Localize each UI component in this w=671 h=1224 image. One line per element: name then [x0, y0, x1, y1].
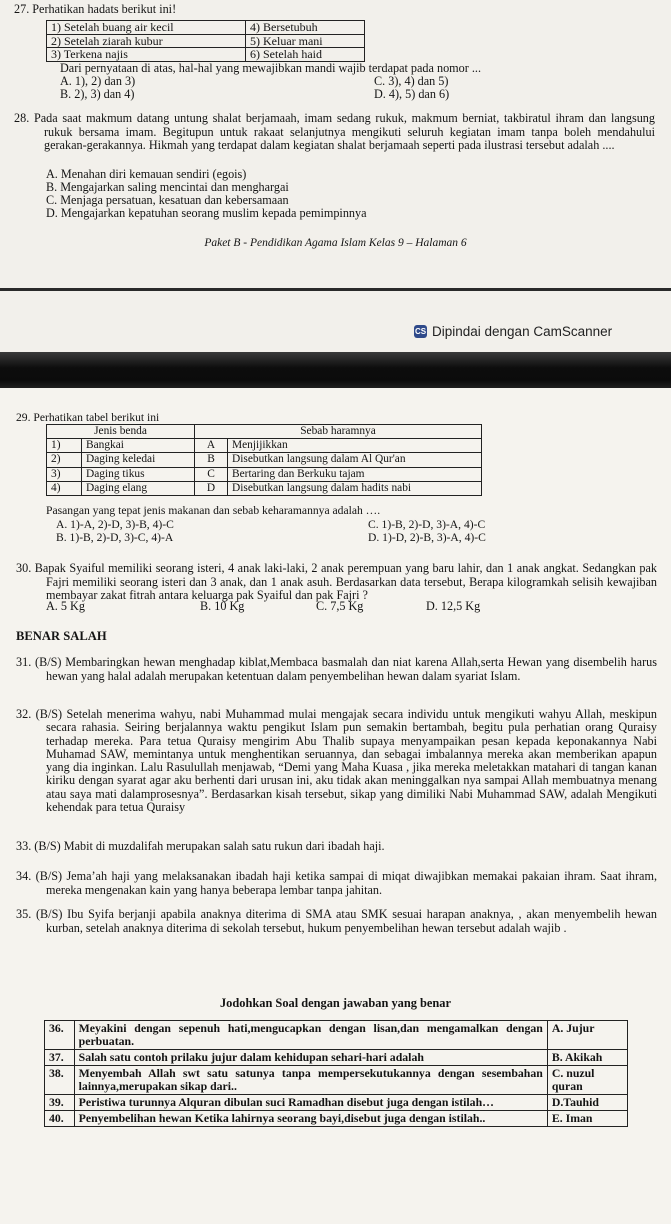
q29-row-item: Daging elang [82, 481, 195, 495]
q29-header-left: Jenis benda [47, 425, 195, 439]
camscanner-logo-icon: CS [414, 326, 427, 336]
q27-item: 4) Bersetubuh [246, 21, 365, 35]
matching-row-num: 40. [45, 1111, 75, 1127]
q27-item: 2) Setelah ziarah kubur [47, 34, 246, 48]
q29-row-item: Daging keledai [82, 453, 195, 467]
q30-option-b: B. 10 Kg [200, 599, 245, 613]
tf-34-text: 34. (B/S) Jema’ah haji yang melaksanakan ibadah haji ketika sampai di miqat diwajibkan memakai pakaian ihram. Saat ihram, mereka mengenakan kain yang hanya beberapa lembar tanpa jahitan. [16, 869, 657, 897]
q30-text [16, 562, 657, 603]
q28-option-d: D. Mengajarkan kepatuhan seorang muslim kepada pemimpinnya [46, 206, 367, 220]
page-footer: Paket B - Pendidikan Agama Islam Kelas 9 – Halaman 6 [204, 237, 467, 249]
tf-33 [16, 840, 657, 854]
matching-row-option: A. Jujur [547, 1021, 627, 1050]
tf-31-text: 31. (B/S) Membaringkan hewan menghadap kiblat,Membaca basmalah dan niat karena Allah,serta Hewan yang disembelih harus hewan yang halal adalah merupakan ketentuan dalam penyembelihan hewan dalam syariat Islam. [16, 655, 657, 683]
q27-items-table [46, 20, 365, 62]
q28-option-b: B. Mengajarkan saling mencintai dan menghargai [46, 180, 289, 194]
matching-row-num: 36. [45, 1021, 75, 1050]
matching-row-option: C. nuzul quran [547, 1066, 627, 1095]
q29-question: Pasangan yang tepat jenis makanan dan sebab keharamannya adalah …. [46, 504, 381, 517]
matching-row [45, 1111, 628, 1127]
q29-row-reason: Disebutkan langsung dalam Al Qur'an [228, 453, 482, 467]
q28-option-a: A. Menahan diri kemauan sendiri (egois) [46, 167, 247, 181]
tf-34 [16, 870, 657, 897]
section-title: BENAR SALAH [16, 629, 107, 643]
q29-row-item: Bangkai [82, 439, 195, 453]
q30-option-a: A. 5 Kg [46, 599, 85, 613]
q30-option-c: C. 7,5 Kg [316, 599, 364, 613]
tf-35 [16, 908, 657, 935]
matching-row [45, 1095, 628, 1111]
tf-31 [16, 656, 657, 683]
q29-row-letter: B [195, 453, 228, 467]
q30-paragraph: 30. Bapak Syaiful memiliki seorang isteri, 4 anak laki-laki, 2 anak perempuan yang baru lahir, dan 1 anak angkat. Sedangkan pak Fajri memiliki seorang isteri dan 3 anak, dan 1 anak asuh. Berdasarkan data tersebut, Berapa kilogramkah selisih kewajiban membayar zakat fitrah antara keluarga pak Syaiful dan pak Fajri ? [16, 561, 657, 603]
q27-option-c: C. 3), 4) dan 5) [374, 74, 449, 88]
tf-33-text: 33. (B/S) Mabit di muzdalifah merupakan salah satu rukun dari ibadah haji. [16, 839, 385, 853]
q29-header-right: Sebab haramnya [195, 425, 482, 439]
matching-row-statement: Peristiwa turunnya Alquran dibulan suci Ramadhan disebut juga dengan istilah… [74, 1095, 547, 1111]
matching-row-num: 38. [45, 1066, 75, 1095]
page-top [0, 0, 671, 360]
q30-option-d: D. 12,5 Kg [426, 599, 481, 613]
q29-table [46, 424, 482, 496]
q29-row-letter: D [195, 481, 228, 495]
q29-row-num: 1) [47, 439, 82, 453]
camscanner-label: Dipindai dengan CamScanner [432, 323, 613, 339]
q29-row-item: Daging tikus [82, 467, 195, 481]
q29-row-letter: A [195, 439, 228, 453]
q28-paragraph: 28. Pada saat makmum datang untung shalat berjamaah, imam sedang rukuk, makmum berniat, takbiratul ihram dan langsung rukuk bersama imam. Begitupun untuk rakaat selanjutnya mengikuti seluruh kegiatan imam tanpa boleh mendahului gerakan-gerakannya. Hikmah yang terdapat dalam kegiatan shalat berjamaah seperti pada ilustrasi tersebut adalah .... [14, 111, 655, 153]
q29-row-num: 4) [47, 481, 82, 495]
matching-title: Jodohkan Soal dengan jawaban yang benar [219, 996, 452, 1010]
q29-stem: 29. Perhatikan tabel berikut ini [16, 411, 160, 424]
matching-row-statement: Menyembah Allah swt satu satunya tanpa mempersekutukannya dengan sesembahan lainnya,merupakan sikap dari.. [74, 1066, 547, 1095]
page-bottom [0, 388, 671, 1224]
matching-row-option: B. Akikah [547, 1050, 627, 1066]
q29-option-a: A. 1)-A, 2)-D, 3)-B, 4)-C [56, 518, 174, 531]
q27-option-a: A. 1), 2) dan 3) [60, 74, 136, 88]
q29-row-num: 2) [47, 453, 82, 467]
q29-row-letter: C [195, 467, 228, 481]
q29-option-b: B. 1)-B, 2)-D, 3)-C, 4)-A [56, 531, 174, 544]
q27-question: Dari pernyataan di atas, hal-hal yang mewajibkan mandi wajib terdapat pada nomor ... [60, 61, 481, 75]
page-divider [0, 288, 671, 291]
tf-32 [16, 708, 657, 814]
matching-row-num: 37. [45, 1050, 75, 1066]
q27-item: 6) Setelah haid [246, 48, 365, 62]
camscanner-watermark [414, 322, 612, 340]
q29-option-c: C. 1)-B, 2)-D, 3)-A, 4)-C [368, 518, 486, 531]
matching-row-num: 39. [45, 1095, 75, 1111]
matching-row-option: D.Tauhid [547, 1095, 627, 1111]
q29-row-reason: Menjijikkan [228, 439, 482, 453]
tf-32-text: 32. (B/S) Setelah menerima wahyu, nabi Muhammad mulai mengajak secara individu untuk mengikuti wahyu Allah, meskipun secara rahasia. Seiring berjalannya waktu pengikut Islam pun semakin bertambah, begitu pula perhatian orang Quraisy terhadap mereka. Para tetua Quraisy mengirim Abu Thalib supaya menyampaikan pesan kepada keponakannya Nabi Muhamad SAW, memintanya untuk menghentikan seruannya, dan sebagai imbalannya mereka akan memberikan apapun yang dia inginkan. Lalu Rasulullah menjawab, “Demi yang Maha Kuasa , jika mereka meletakkan matahari di tangan kanan kiriku dengan syarat agar aku berhenti dari urusan ini, aku tidak akan meninggalkan nya sampai Allah membuatnya menang atau saya mati dalamprosesnya”. Berdasarkan kisah tersebut, sikap yang dimiliki Nabi Muhammad SAW, adalah Mengikuti kehendak para tetua Quraisy [16, 707, 657, 815]
q29-option-d: D. 1)-D, 2)-B, 3)-A, 4)-C [368, 531, 486, 544]
tf-35-text: 35. (B/S) Ibu Syifa berjanji apabila anaknya diterima di SMA atau SMK sesuai harapan anaknya, , akan menyembelih hewan kurban, setelah anaknya diterima di sekolah tersebut, hukum penyembelihan hewan tersebut adalah wajib . [16, 907, 657, 935]
q29-row-reason: Bertaring dan Berkuku tajam [228, 467, 482, 481]
matching-row [45, 1066, 628, 1095]
q28-option-c: C. Menjaga persatuan, kesatuan dan kebersamaan [46, 193, 289, 207]
matching-row-statement: Salah satu contoh prilaku jujur dalam kehidupan sehari-hari adalah [74, 1050, 547, 1066]
q27-stem: 27. Perhatikan hadats berikut ini! [14, 2, 177, 16]
matching-table [44, 1020, 628, 1127]
q27-item: 1) Setelah buang air kecil [47, 21, 246, 35]
matching-row-statement: Penyembelihan hewan Ketika lahirnya seorang bayi,disebut juga dengan istilah.. [74, 1111, 547, 1127]
matching-row-statement: Meyakini dengan sepenuh hati,mengucapkan dengan lisan,dan mengamalkan dengan perbuatan. [74, 1021, 547, 1050]
q27-item: 5) Keluar mani [246, 34, 365, 48]
q27-option-d: D. 4), 5) dan 6) [374, 87, 450, 101]
matching-row [45, 1050, 628, 1066]
q28-text [14, 112, 655, 153]
q27-item: 3) Terkena najis [47, 48, 246, 62]
matching-row [45, 1021, 628, 1050]
matching-row-option: E. Iman [547, 1111, 627, 1127]
q27-option-b: B. 2), 3) dan 4) [60, 87, 135, 101]
q29-row-num: 3) [47, 467, 82, 481]
scan-gap [0, 352, 671, 392]
q29-row-reason: Disebutkan langsung dalam hadits nabi [228, 481, 482, 495]
